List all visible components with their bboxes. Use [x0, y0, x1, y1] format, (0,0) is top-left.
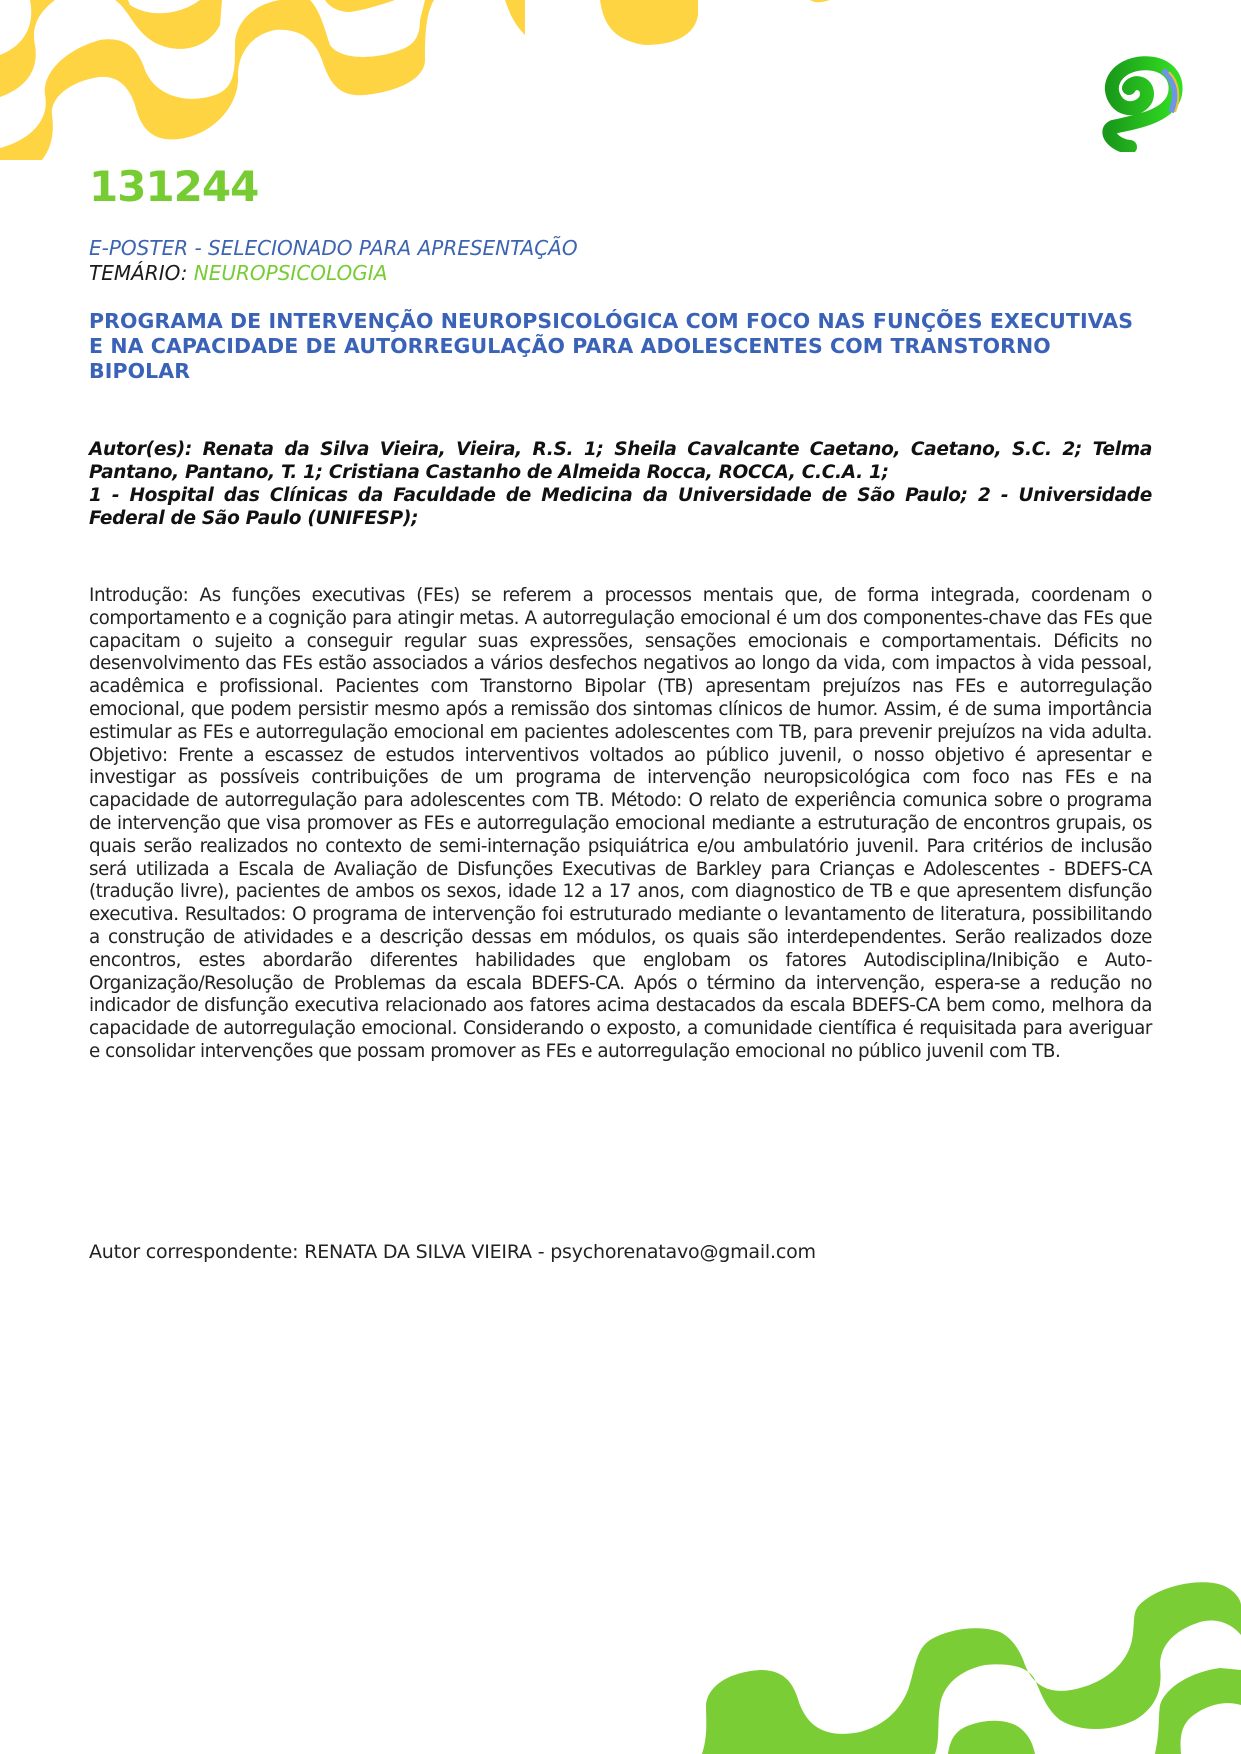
abstract-body: Introdução: As funções executivas (FEs) se referem a processos mentais que, de forma integrada, coordenam o comportamento e a cognição para atingir metas. A autorregulação emocional é um dos componentes-chave das FEs que capacitam o sujeito a conseguir regular suas expressões, sensações emocionais e comportamentais. Déficits no desenvolvimento das FEs estão associados a vários desfechos negativos ao longo da vida, com impactos à vida pessoal, acadêmica e profissional. Pacientes com Transtorno Bipolar (TB) apresentam prejuízos nas FEs e autorregulação emocional, que podem persistir mesmo após a remissão dos sintomas clínicos de humor. Assim, é de suma importância estimular as FEs e autorregulação emocional em pacientes adolescentes com TB, para prevenir prejuízos na vida adulta. Objetivo: Frente a escassez de estudos interventivos voltados ao público juvenil, o nosso objetivo é apresentar e investigar as possíveis contribuições de um programa de intervenção neuropsicológica com foco nas FEs e na capacidade de autorregulação para adolescentes com TB. Método: O relato de experiência comunica sobre o programa de intervenção que visa promover as FEs e autorregulação emocional mediante a estruturação de encontros grupais, os quais serão realizados no contexto de semi-internação psiquiátrica e/ou ambulatório juvenil. Para critérios de inclusão será utilizada a Escala de Avaliação de Disfunções Executivas de Barkley para Crianças e Adolescentes - BDEFS-CA (tradução livre), pacientes de ambos os sexos, idade 12 a 17 anos, com diagnostico de TB e que apresentem disfunção executiva. Resultados: O programa de intervenção foi estruturado mediante o levantamento de literatura, possibilitando a construção de atividades e a descrição dessas em módulos, os quais são interdependentes. Serão realizados doze encontros, estes abordarão diferentes habilidades que englobam os fatores Autodisciplina/Inibição e Auto-Organização/Resolução de Problemas da escala BDEFS-CA. Após o término da intervenção, espera-se a redução no indicador de disfunção executiva relacionado aos fatores acima destacados da escala BDEFS-CA bem como, melhora da capacidade de autorregulação emocional. Considerando o exposto, a comunidade científica é requisitada para averiguar e consolidar intervenções que possam promover as FEs e autorregulação emocional no público juvenil com TB. — [89, 585, 1152, 1062]
authors-block — [89, 438, 1152, 530]
theme-line — [89, 261, 1152, 285]
affiliations: 1 - Hospital das Clínicas da Faculdade de Medicina da Universidade de São Paulo; 2 - Universidade Federal de São Paulo (UNIFESP); — [89, 485, 1152, 529]
abstract-title: PROGRAMA DE INTERVENÇÃO NEUROPSICOLÓGICA COM FOCO NAS FUNÇÕES EXECUTIVAS E NA CAPACIDADE DE AUTORREGULAÇÃO PARA ADOLESCENTES COM TRANSTORNO BIPOLAR — [89, 309, 1134, 383]
top-wave-decoration — [0, 0, 1241, 160]
theme-value: NEUROPSICOLOGIA — [193, 261, 388, 285]
corresponding-author: Autor correspondente: RENATA DA SILVA VIEIRA - psychorenatavo@gmail.com — [89, 1241, 816, 1263]
poster-id: 131244 — [89, 162, 259, 211]
spiral-logo-icon — [1075, 42, 1205, 152]
category-line: E-POSTER - SELECIONADO PARA APRESENTAÇÃO — [89, 236, 578, 260]
bottom-wave-decoration — [0, 1560, 1241, 1754]
theme-label: TEMÁRIO: — [89, 261, 194, 285]
authors-list: Autor(es): Renata da Silva Vieira, Vieira, R.S. 1; Sheila Cavalcante Caetano, Caetano, S.C. 2; Telma Pantano, Pantano, T. 1; Cristiana Castanho de Almeida Rocca, ROCCA, C.C.A. 1; — [89, 439, 1152, 483]
